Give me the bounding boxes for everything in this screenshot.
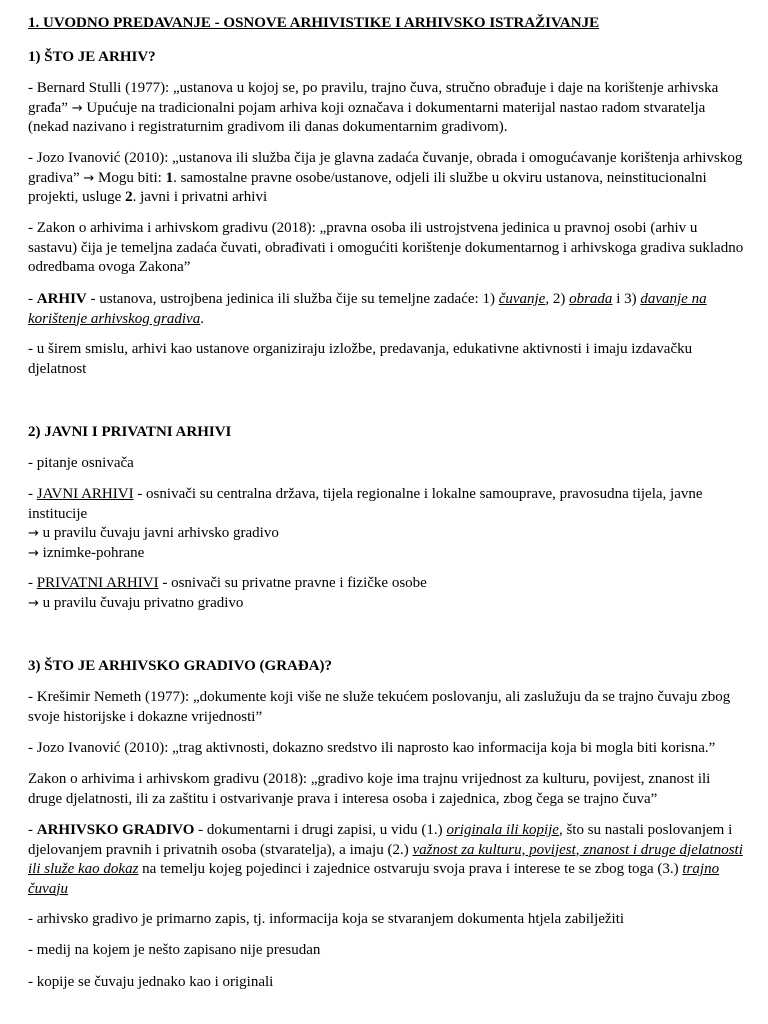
ivanovic-mogu-biti: Mogu biti: <box>94 169 166 186</box>
stulli-quote: - Bernard Stulli (1977): „ustanova u kojoj se, po pravilu, trajno čuva, stručno obrađuje i daje na korištenje arhivska građa” <box>28 80 719 116</box>
paragraph-gradivo-definition: - ARHIVSKO GRADIVO - dokumentarni i drugi zapisi, u vidu (1.) originala ili kopije, što su nastali poslovanjem i djelovanjem pravnih i privatnih osoba (stvaratelja), a imaju (2.) važnost za kulturu, povijest, znanost i druge djelatnosti ili služe kao dokaz na temelju kojeg pojedinci i zajednice ostvaruju svoja prava i interese te se zbog toga (3.) trajno čuvaju <box>28 822 743 897</box>
term-arhivsko-gradivo: ARHIVSKO GRADIVO <box>36 822 195 838</box>
stulli-note: Upućuje na tradicionalni pojam arhiva koji označava i dokumentarni materijal nastao radom stvaratelja (nekad nazivano i registraturnim gradivom ili danas dokumentarnim gradivom). <box>28 99 706 135</box>
section-2-heading: 2) JAVNI I PRIVATNI ARHIVI <box>28 424 232 440</box>
paragraph-ivanovic-1 <box>28 149 744 208</box>
paragraph-stulli <box>28 79 744 138</box>
privatni-item-1: u pravilu čuvaju privatno gradivo <box>38 594 244 611</box>
paragraph-primarno-zapis: - arhivsko gradivo je primarno zapis, tj. informacija koja se stvaranjem dokumenta htjela zabilježiti <box>28 911 625 927</box>
paragraph-javni-arhivi: - JAVNI ARHIVI - osnivači su centralna država, tijela regionalne i lokalne samouprave, pravosudna tijela, javne institucije → u pravilu čuvaju javni arhivsko gradivo → iznimke-pohrane <box>28 486 703 561</box>
paragraph-zakon-1: - Zakon o arhivima i arhivskom gradivu (2018): „pravna osoba ili ustrojstvena jedinica u pravnoj osobi (arhiv u sastavu) čija je temeljna zadaća čuvati, obrađivati i omogućiti korištenje dokumentarnog i arhivskoga gradiva sukladno odredbama ovoga Zakona” <box>28 220 744 275</box>
arrow-icon: → <box>28 545 39 561</box>
ivanovic-type-2: . javni i privatni arhivi <box>132 189 268 205</box>
list-number-2: 2 <box>125 189 133 205</box>
paragraph-arhiv-definition: - ARHIV - ustanova, ustrojbena jedinica ili služba čije su temeljne zadaće: 1) čuvanje, 2) obrada i 3) davanje na korištenje arhivskog gradiva. <box>28 291 707 327</box>
paragraph-nemeth: - Krešimir Nemeth (1977): „dokumente koji više ne služe tekućem poslovanju, ali zaslužuju da se trajno čuvaju zbog svoje historijske i dokazne vrijednosti” <box>28 689 731 725</box>
term-arhiv: ARHIV <box>36 291 87 307</box>
paragraph-privatni-arhivi: - PRIVATNI ARHIVI - osnivači su privatne pravne i fizičke osobe → u pravilu čuvaju privatno gradivo <box>28 575 427 611</box>
arrow-icon: → <box>28 526 39 541</box>
trait-vaznost: važnost za kulturu, povijest, znanost i druge djelatnosti ili služe kao dokaz <box>28 841 743 877</box>
task-obrada: obrada <box>569 291 613 307</box>
javni-item-1: u pravilu čuvaju javni arhivsko gradivo <box>38 525 279 541</box>
paragraph-sirem-smislu: - u širem smislu, arhivi kao ustanove organiziraju izložbe, predavanja, edukativne aktivnosti i imaju izdavačku djelatnost <box>28 341 693 377</box>
ivanovic-quote: - Jozo Ivanović (2010): „ustanova ili služba čija je glavna zadaća čuvanje, obrada i omogućavanje korištenja arhivskog gradiva” <box>28 150 743 186</box>
term-privatni-arhivi: PRIVATNI ARHIVI <box>36 575 159 591</box>
paragraph-kopije: - kopije se čuvaju jednako kao i originali <box>28 974 274 990</box>
term-javni-arhivi: JAVNI ARHIVI <box>36 486 134 502</box>
section-1-heading: 1) ŠTO JE ARHIV? <box>28 49 156 65</box>
javni-item-2: iznimke-pohrane <box>38 544 145 561</box>
arrow-icon: → <box>71 100 83 116</box>
arrow-icon: → <box>83 170 95 186</box>
trait-trajno-cuvaju: trajno čuvaju <box>28 861 720 897</box>
ivanovic-type-1: . samostalne pravne osobe/ustanove, odjeli ili službe u okviru ustanova, neinstitucionalni projekti, usluge <box>28 169 707 205</box>
list-number-1: 1 <box>165 169 174 186</box>
task-cuvanje: čuvanje <box>498 291 546 307</box>
arrow-icon: → <box>28 595 39 611</box>
section-3-heading: 3) ŠTO JE ARHIVSKO GRADIVO (GRAĐA)? <box>28 658 333 674</box>
trait-originala: originala ili kopije <box>446 822 559 838</box>
paragraph-ivanovic-2: - Jozo Ivanović (2010): „trag aktivnosti, dokazno sredstvo ili naprosto kao informacija koja bi mogla biti korisna.” <box>28 740 716 756</box>
paragraph-medij: - medij na kojem je nešto zapisano nije presudan <box>28 942 321 958</box>
task-davanje: davanje na korištenje arhivskog gradiva <box>28 291 707 327</box>
paragraph-pitanje-osnivaca: - pitanje osnivača <box>28 455 134 471</box>
document-title: 1. UVODNO PREDAVANJE - OSNOVE ARHIVISTIKE I ARHIVSKO ISTRAŽIVANJE <box>28 15 600 31</box>
paragraph-zakon-2: Zakon o arhivima i arhivskom gradivu (2018): „gradivo koje ima trajnu vrijednost za kulturu, povijest, znanost ili druge djelatnosti, ili za zaštitu i ostvarivanje prava i interesa osoba i zajednica, zbog čega se trajno čuva” <box>28 771 711 807</box>
